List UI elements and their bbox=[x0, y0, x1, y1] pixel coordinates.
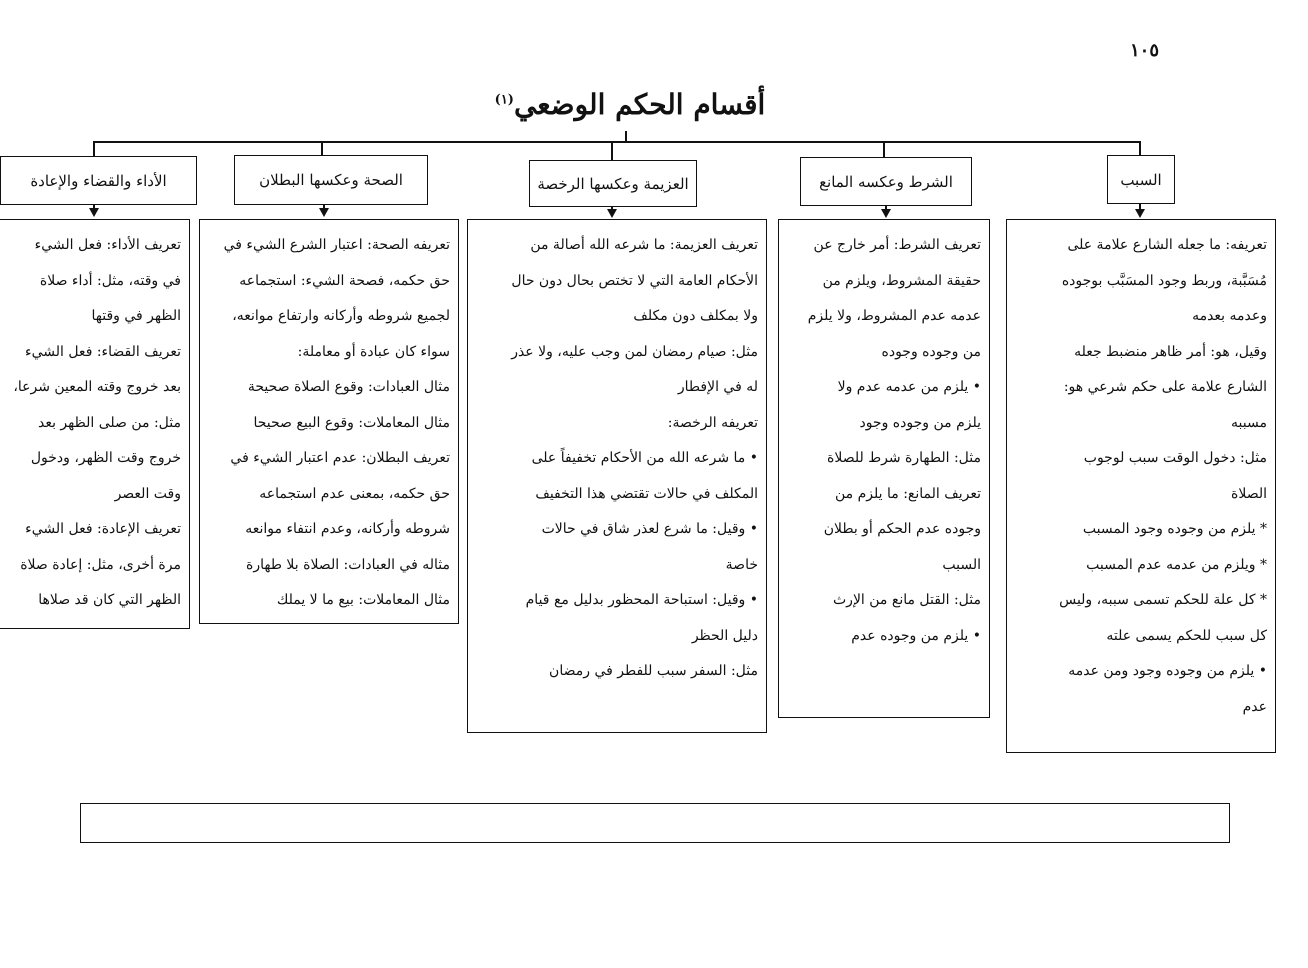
text-line: حقيقة المشروط، ويلزم من bbox=[822, 272, 981, 289]
arrow-down-icon bbox=[607, 209, 617, 218]
text-line: تعريف القضاء: فعل الشيء bbox=[24, 343, 181, 360]
text-line: في وقته، مثل: أداء صلاة bbox=[39, 272, 181, 289]
text-line: مثل: السفر سبب للفطر في رمضان bbox=[549, 663, 758, 679]
text-line: وعدمه بعدمه bbox=[1192, 308, 1267, 324]
arrow-down-icon bbox=[881, 209, 891, 218]
text-line: • وقيل: استباحة المحظور بدليل مع قيام bbox=[525, 592, 758, 608]
drop-line-sihha bbox=[321, 141, 323, 156]
text-line: تعريف الإعادة: فعل الشيء bbox=[25, 521, 181, 537]
text-line: وقت العصر bbox=[114, 485, 181, 502]
drop-line-azima bbox=[611, 141, 613, 161]
header-sabab-label: السبب bbox=[1120, 170, 1162, 189]
text-line: شروطه وأركانه، وعدم انتفاء موانعه bbox=[245, 521, 450, 537]
drop-line-adaa bbox=[93, 141, 95, 157]
text-line: مثل: الطهارة شرط للصلاة bbox=[827, 450, 981, 466]
text-line: سواء كان عبادة أو معاملة: bbox=[297, 343, 450, 360]
text-line: تعريفه الرخصة: bbox=[667, 414, 758, 431]
text-line: عدمه عدم المشروط، ولا يلزم bbox=[807, 308, 981, 324]
header-shart bbox=[800, 157, 972, 206]
text-line: وقيل، هو: أمر ظاهر منضبط جعله bbox=[1074, 343, 1267, 360]
page-number: ١٠٥ bbox=[1130, 40, 1160, 61]
text-line: * يلزم من وجوده وجود المسبب bbox=[1082, 521, 1267, 537]
text-line: المكلف في حالات تقتضي هذا التخفيف bbox=[535, 485, 758, 502]
text-line: تعريف المانع: ما يلزم من bbox=[835, 485, 981, 502]
title-footnote-marker: (١) bbox=[494, 92, 514, 108]
text-line: عدم bbox=[1242, 698, 1267, 715]
text-line: تعريفه الصحة: اعتبار الشرع الشيء في bbox=[223, 237, 450, 253]
text-line: الشارع علامة على حكم شرعي هو: bbox=[1063, 379, 1267, 395]
header-sihha-label: الصحة وعكسها البطلان bbox=[259, 171, 403, 189]
text-line: • وقيل: ما شرع لعذر شاق في حالات bbox=[541, 521, 758, 537]
text-line: الظهر التي كان قد صلاها bbox=[38, 592, 181, 608]
header-adaa bbox=[0, 156, 197, 205]
content-adaa bbox=[0, 219, 190, 629]
header-adaa-label: الأداء والقضاء والإعادة bbox=[30, 171, 167, 190]
text-line: تعريف الأداء: فعل الشيء bbox=[34, 237, 181, 253]
header-sabab bbox=[1107, 155, 1175, 204]
text-line: مثال المعاملات: وقوع البيع صحيحا bbox=[253, 414, 450, 431]
text-line: لجميع شروطه وأركانه وارتفاع موانعه، bbox=[232, 308, 450, 324]
text-line: * ويلزم من عدمه عدم المسبب bbox=[1086, 556, 1267, 573]
text-line: مثال العبادات: وقوع الصلاة صحيحة bbox=[247, 379, 450, 395]
text-line: الظهر في وقتها bbox=[91, 308, 181, 324]
empty-footer-box bbox=[80, 803, 1230, 843]
text-line: تعريف الشرط: أمر خارج عن bbox=[813, 237, 981, 253]
text-line: * كل علة للحكم تسمى سببه، وليس bbox=[1059, 592, 1267, 608]
text-line: من وجوده وجوده bbox=[881, 343, 981, 360]
text-line: • ما شرعه الله من الأحكام تخفيفاً على bbox=[531, 450, 758, 466]
text-line: تعريفه: ما جعله الشارع علامة على bbox=[1067, 237, 1267, 253]
text-line: مثل: من صلى الظهر بعد bbox=[37, 414, 181, 431]
text-line: مثال المعاملات: بيع ما لا يملك bbox=[276, 592, 450, 608]
page-title bbox=[480, 88, 780, 121]
text-line: حق حكمه، بمعنى عدم استجماعه bbox=[259, 485, 450, 502]
text-line: مسببه bbox=[1231, 414, 1267, 431]
content-azima bbox=[467, 219, 767, 733]
arrow-down-icon bbox=[89, 208, 99, 217]
text-line: تعريف البطلان: عدم اعتبار الشيء في bbox=[230, 450, 450, 466]
text-line: الصلاة bbox=[1231, 485, 1267, 502]
text-line: • يلزم من عدمه عدم ولا bbox=[837, 379, 981, 395]
text-line: مثل: صيام رمضان لمن وجب عليه، ولا عذر bbox=[511, 343, 758, 360]
horizontal-connector-line bbox=[93, 141, 1141, 143]
text-line: وجوده عدم الحكم أو بطلان bbox=[823, 521, 981, 537]
text-line: • يلزم من وجوده عدم bbox=[851, 627, 981, 644]
text-line: تعريف العزيمة: ما شرعه الله أصالة من bbox=[530, 237, 758, 253]
content-sabab bbox=[1006, 219, 1276, 753]
text-line: له في الإفطار bbox=[677, 379, 758, 395]
text-line: مُسَبَّبة، وربط وجود المسَبَّب بوجوده bbox=[1061, 272, 1267, 289]
drop-line-shart bbox=[883, 141, 885, 158]
text-line: ولا بمكلف دون مكلف bbox=[633, 308, 758, 324]
text-line: مرة أخرى، مثل: إعادة صلاة bbox=[20, 556, 181, 573]
header-azima bbox=[529, 160, 697, 207]
title-text: أقسام الحكم الوضعي bbox=[513, 88, 766, 121]
content-sihha bbox=[199, 219, 459, 624]
text-line: خاصة bbox=[725, 556, 758, 573]
text-line: حق حكمه، فصحة الشيء: استجماعه bbox=[239, 272, 450, 289]
text-line: السبب bbox=[942, 556, 981, 573]
text-line: • يلزم من وجوده وجود ومن عدمه bbox=[1068, 663, 1267, 679]
text-line: يلزم من وجوده وجود bbox=[859, 414, 981, 431]
content-shart bbox=[778, 219, 990, 718]
arrow-down-icon bbox=[1135, 209, 1145, 218]
header-sihha bbox=[234, 155, 428, 205]
header-azima-label: العزيمة وعكسها الرخصة bbox=[537, 174, 689, 193]
text-line: كل سبب للحكم يسمى علته bbox=[1106, 627, 1267, 644]
text-line: مثل: القتل مانع من الإرث bbox=[833, 592, 981, 608]
text-line: خروج وقت الظهر، ودخول bbox=[30, 450, 181, 466]
text-line: بعد خروج وقته المعين شرعا، bbox=[13, 379, 181, 395]
text-line: مثل: دخول الوقت سبب لوجوب bbox=[1083, 450, 1267, 466]
drop-line-sabab bbox=[1139, 141, 1141, 156]
arrow-down-icon bbox=[319, 208, 329, 217]
text-line: مثاله في العبادات: الصلاة بلا طهارة bbox=[246, 556, 450, 573]
text-line: الأحكام العامة التي لا تختص بحال دون حال bbox=[511, 272, 758, 289]
text-line: دليل الحظر bbox=[691, 627, 758, 644]
header-shart-label: الشرط وعكسه المانع bbox=[819, 172, 953, 191]
